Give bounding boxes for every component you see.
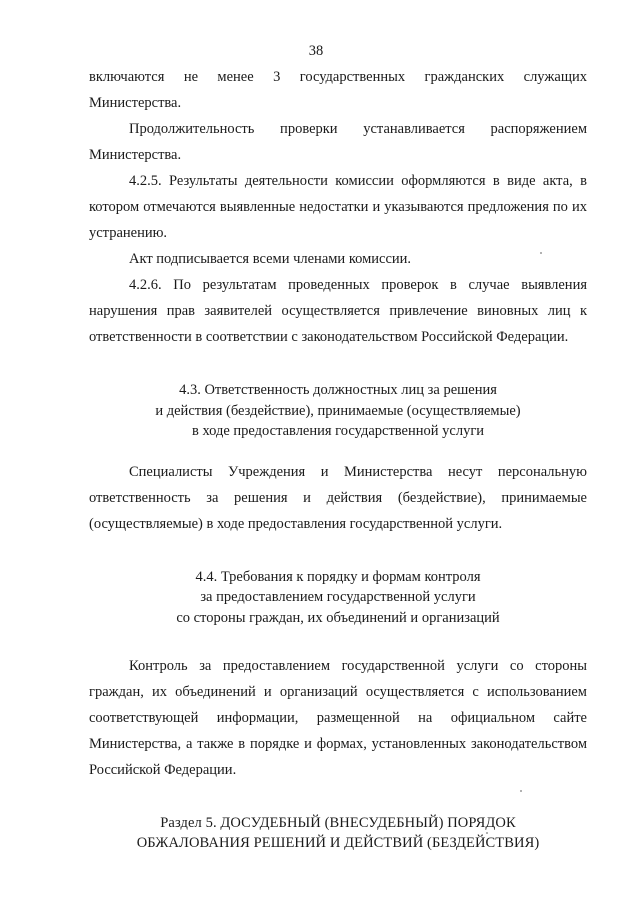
paragraph-4-2-5: 4.2.5. Результаты деятельности комиссии оформляются в виде акта, в котором отмечаются выявленные недостатки и указываются предложения по их устранению. xyxy=(89,173,587,241)
paragraph-4-2-6: 4.2.6. По результатам проведенных проверок в случае выявления нарушения прав заявителей осуществляется привлечение виновных лиц к ответственности в соответствии с законодательством Российской Федерации. xyxy=(89,277,587,345)
paragraph-act-signing: Акт подписывается всеми членами комиссии. xyxy=(129,251,412,267)
scan-speck xyxy=(520,790,522,792)
heading-4-4-line-3: со стороны граждан, их объединений и организаций xyxy=(176,609,500,626)
section-5-title xyxy=(89,813,587,853)
section-5-title-line-1: Раздел 5. ДОСУДЕБНЫЙ (ВНЕСУДЕБНЫЙ) ПОРЯДОК xyxy=(160,815,516,831)
scan-speck xyxy=(486,832,488,834)
heading-4-4-line-2: за предоставлением государственной услуги xyxy=(200,589,476,605)
scan-speck xyxy=(540,252,542,254)
paragraph-inspection-duration: Продолжительность проверки устанавливается распоряжением Министерства. xyxy=(89,121,587,163)
section-5-title-line-2: ОБЖАЛОВАНИЯ РЕШЕНИЙ И ДЕЙСТВИЙ (БЕЗДЕЙСТВИЯ) xyxy=(136,835,540,851)
page-number: 38 xyxy=(308,43,324,59)
heading-4-3-line-1: 4.3. Ответственность должностных лиц за решения xyxy=(179,382,497,398)
heading-4-3-line-3: в ходе предоставления государственной услуги xyxy=(191,423,485,439)
heading-4-3-line-2: и действия (бездействие), принимаемые (осуществляемые) xyxy=(155,402,521,419)
paragraph-responsibility: Специалисты Учреждения и Министерства несут персональную ответственность за решения и действия (бездействие), принимаемые (осуществляемые) в ходе предоставления государственной услуги. xyxy=(89,463,587,532)
heading-4-4 xyxy=(89,567,587,629)
paragraph-citizen-control: Контроль за предоставлением государственной услуги со стороны граждан, их объединений и организаций осуществляется с использованием соответствующей информации, размещенной на официальном сайте Министерства, а также в порядке и формах, установленных законодательством Российской Федерации. xyxy=(89,658,587,778)
paragraph-commission-members: включаются не менее 3 государственных гражданских служащих Министерства. xyxy=(89,69,587,111)
heading-4-3 xyxy=(89,380,587,442)
heading-4-4-line-1: 4.4. Требования к порядку и формам контроля xyxy=(195,568,481,585)
page-content xyxy=(89,64,587,853)
